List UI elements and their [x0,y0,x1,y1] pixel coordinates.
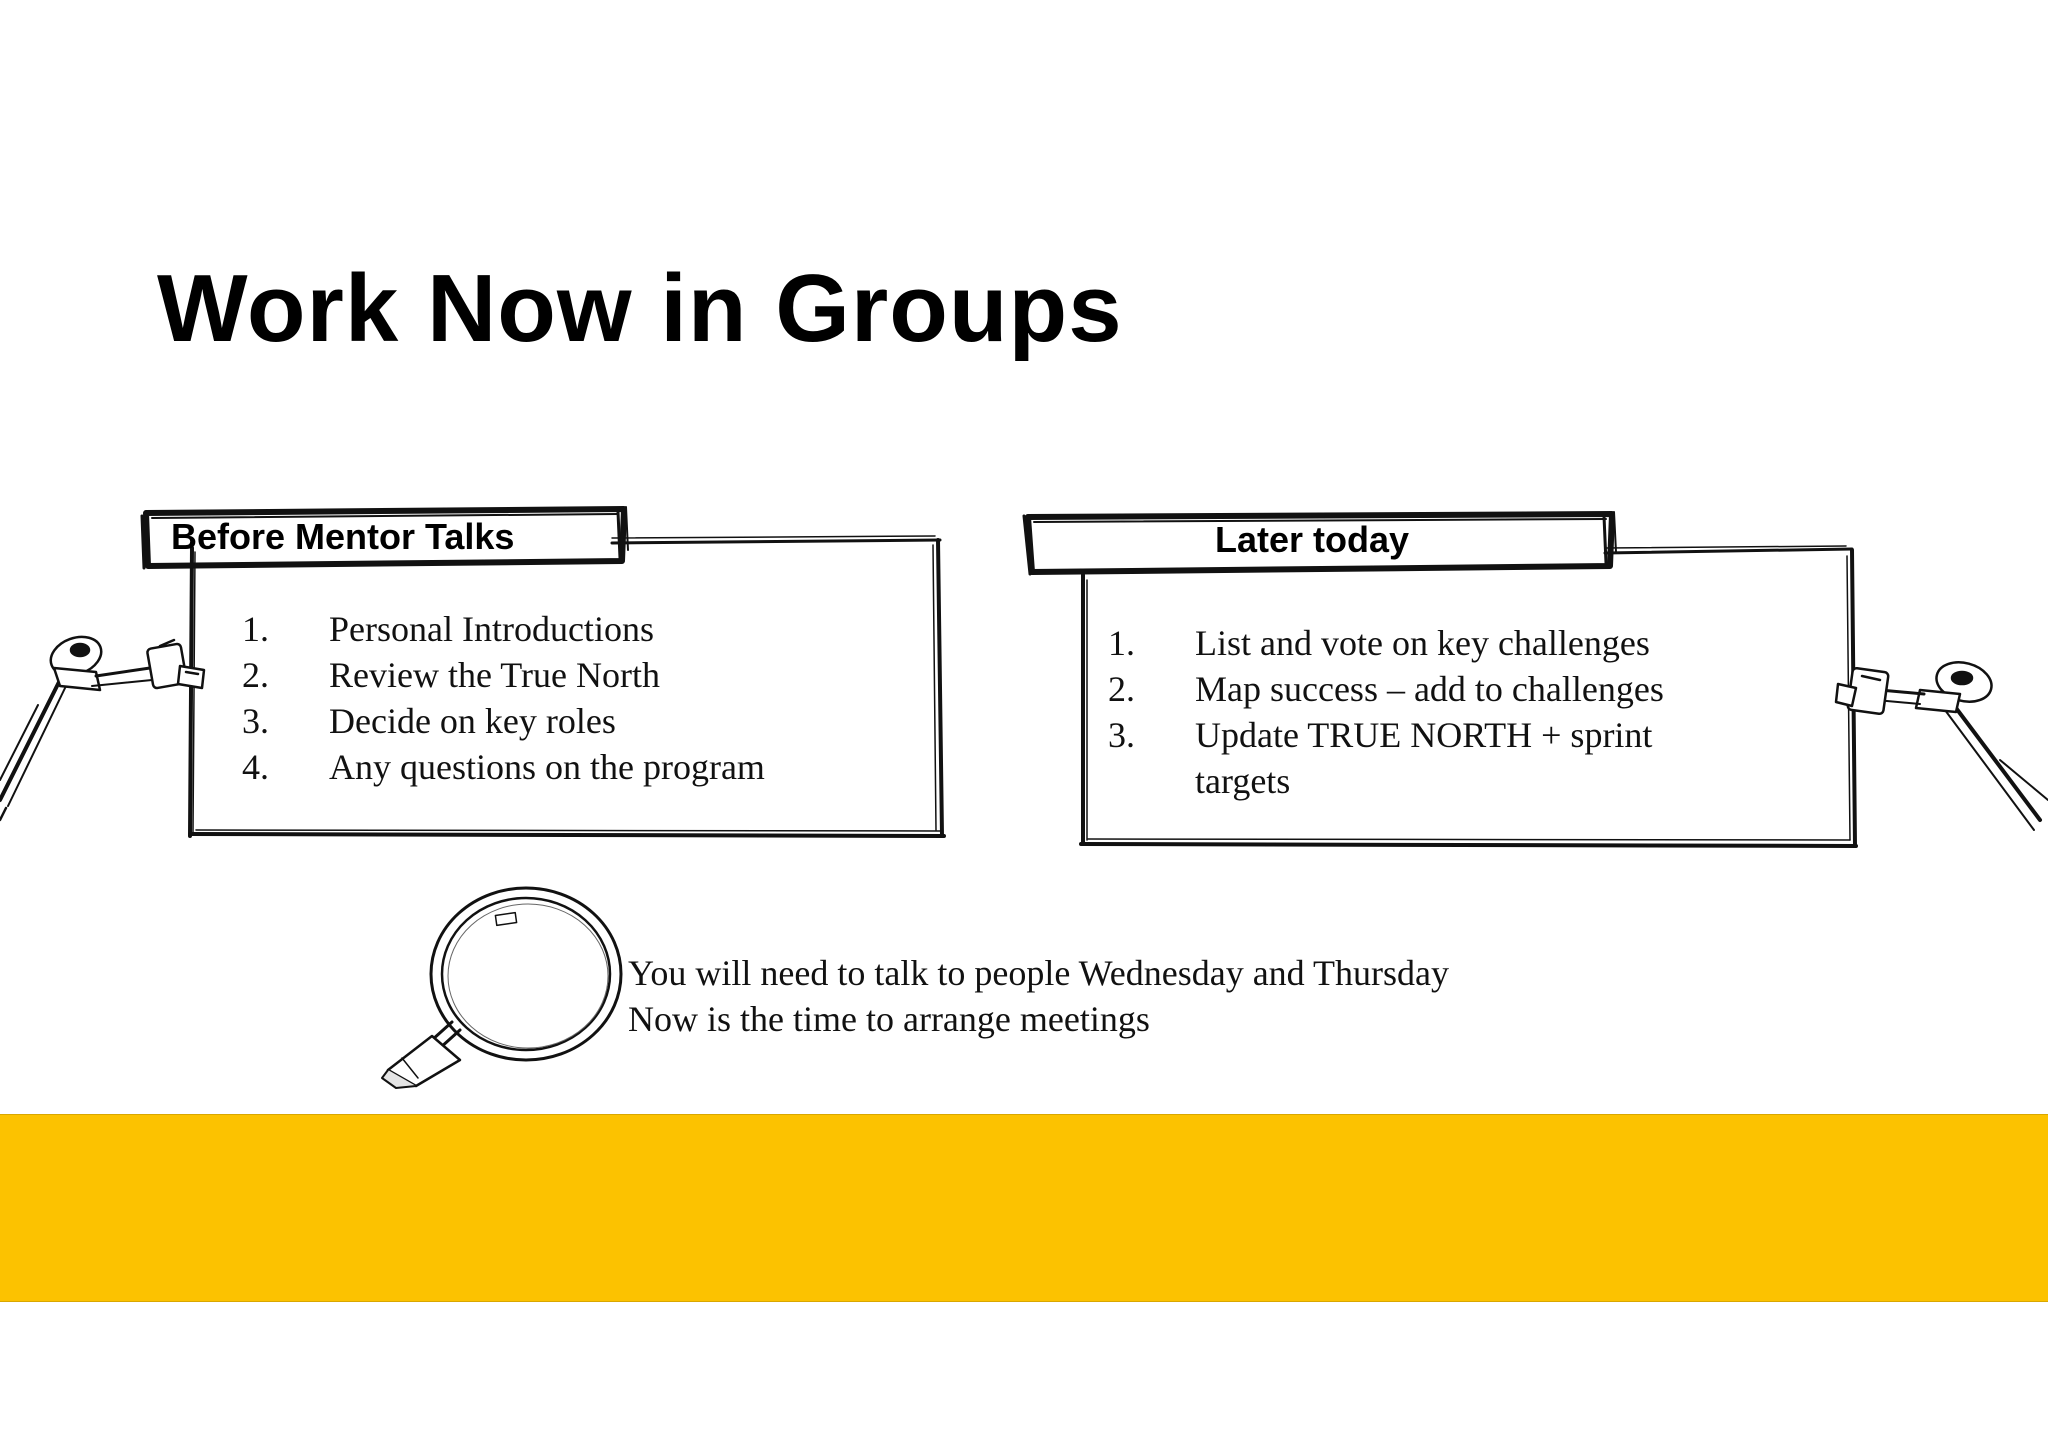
meeting-note-line-1: You will need to talk to people Wednesday and Thursday [628,953,1449,993]
robot-arm-right-icon [1836,656,2048,830]
list-item [242,652,765,698]
meeting-note [628,950,1449,1042]
robot-arm-left-icon [0,630,204,820]
list-item-text: Map success – add to challenges [1195,669,1664,709]
slide-title: Work Now in Groups [157,255,1123,362]
list-item [242,744,765,790]
list-item-number: 2. [1108,669,1135,709]
left-box-label: Before Mentor Talks [171,516,515,557]
list-item-number: 3. [1108,715,1135,755]
list-item-number: 4. [242,747,269,787]
list-item-text: Personal Introductions [329,609,654,649]
right-box-list [1108,620,1748,804]
left-box-list [242,606,765,790]
list-item-text: Update TRUE NORTH + sprint targets [1195,715,1653,801]
list-item-number: 3. [242,701,269,741]
list-item-number: 2. [242,655,269,695]
list-item [1108,712,1748,804]
list-item-number: 1. [1108,623,1135,663]
list-item-number: 1. [242,609,269,649]
list-item [1108,666,1748,712]
magnifying-glass-icon [382,888,621,1088]
list-item [242,698,765,744]
list-item-text: Review the True North [329,655,660,695]
footer-band [0,1114,2048,1302]
list-item [242,606,765,652]
list-item-text: List and vote on key challenges [1195,623,1650,663]
list-item [1108,620,1748,666]
list-item-text: Any questions on the program [329,747,765,787]
right-box-label: Later today [1215,519,1410,560]
list-item-text: Decide on key roles [329,701,616,741]
meeting-note-line-2: Now is the time to arrange meetings [628,999,1150,1039]
